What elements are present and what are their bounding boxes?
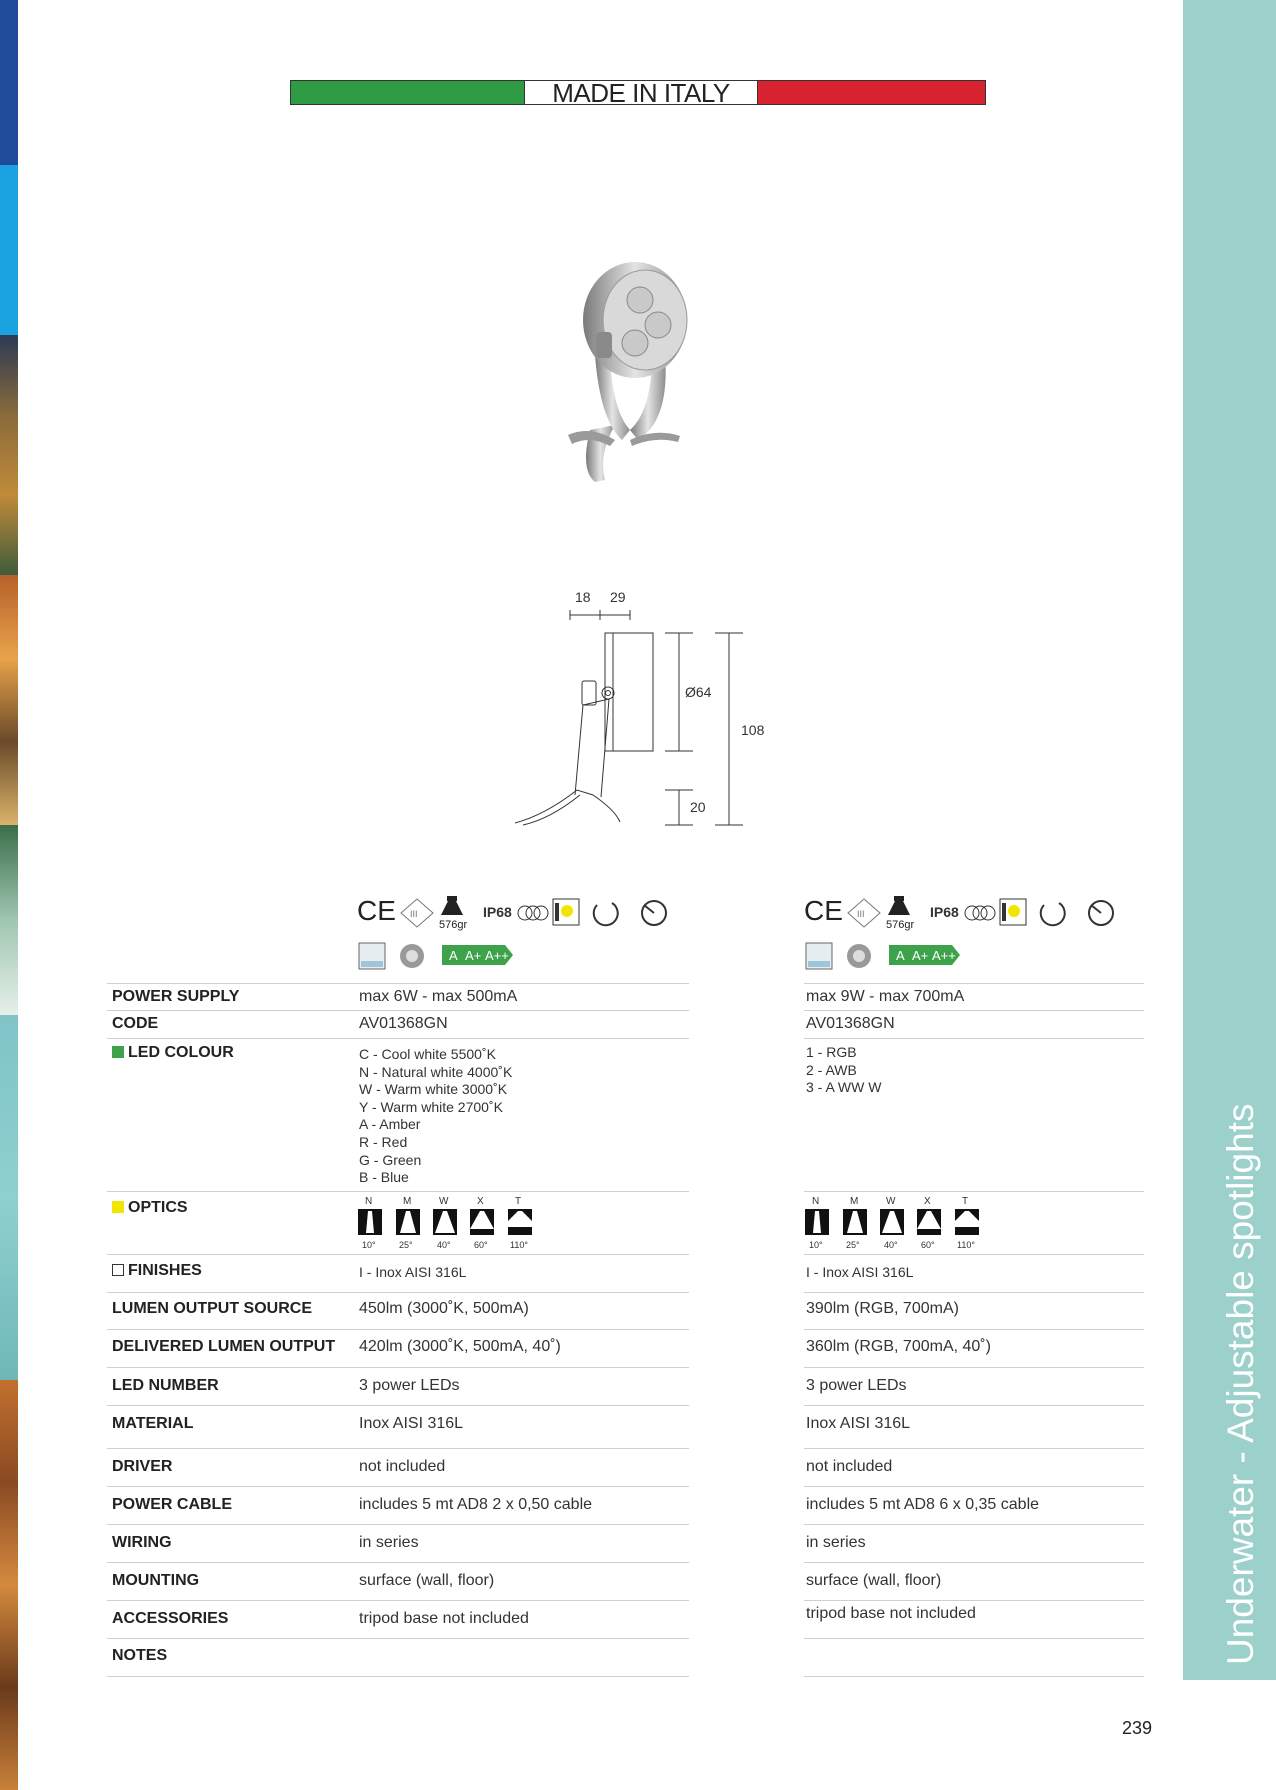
flag-green xyxy=(291,81,524,104)
material-value-2: Inox AISI 316L xyxy=(806,1415,911,1432)
svg-text:A: A xyxy=(896,948,905,963)
svg-text:10°: 10° xyxy=(362,1240,376,1250)
ce-mark-icon: CE xyxy=(804,895,843,926)
yellow-square-icon xyxy=(112,1201,124,1213)
svg-text:40°: 40° xyxy=(884,1240,898,1250)
ip-rating-label: IP68 xyxy=(930,904,959,920)
code-value-2: AV01368GN xyxy=(806,1015,895,1032)
wiring-label: WIRING xyxy=(112,1534,172,1551)
finishes-label: FINISHES xyxy=(112,1262,202,1280)
svg-text:M: M xyxy=(850,1196,859,1207)
notes-label: NOTES xyxy=(112,1647,168,1664)
svg-text:X: X xyxy=(924,1196,931,1207)
power-cable-value-2: includes 5 mt AD8 6 x 0,35 cable xyxy=(806,1496,1040,1513)
dim-diameter-label: Ø64 xyxy=(685,684,712,700)
accessories-value-2: tripod base not included xyxy=(806,1605,976,1622)
svg-text:A: A xyxy=(449,948,458,963)
svg-text:60°: 60° xyxy=(474,1240,488,1250)
led-colour-list-1: C - Cool white 5500˚K N - Natural white 4000˚K W - Warm white 3000˚K Y - Warm white 2700˚K A - Amber R - Red G - Green B - Blue xyxy=(359,1046,513,1186)
beam-medium-icon xyxy=(843,1196,867,1250)
delivered-lumen-value-1: 420lm (3000˚K, 500mA, 40˚) xyxy=(359,1338,561,1355)
svg-text:W: W xyxy=(439,1196,449,1207)
lamp-icon xyxy=(1000,899,1026,925)
svg-text:25°: 25° xyxy=(846,1240,860,1250)
left-photo-strip xyxy=(0,0,18,1790)
rotation-icon xyxy=(1041,903,1065,925)
flush-mount-icon xyxy=(359,943,385,969)
tilt-icon xyxy=(1089,901,1113,925)
weight-label: 576gr xyxy=(886,919,915,931)
led-number-value-2: 3 power LEDs xyxy=(806,1377,907,1394)
svg-text:60°: 60° xyxy=(921,1240,935,1250)
led-bulb-icon xyxy=(400,944,424,968)
svg-text:A++: A++ xyxy=(485,948,509,963)
ce-mark-icon: CE xyxy=(357,895,396,926)
green-square-icon xyxy=(112,1046,124,1058)
svg-text:110°: 110° xyxy=(957,1240,975,1250)
weight-label: 576gr xyxy=(439,919,468,931)
submersible-icon xyxy=(965,906,995,920)
svg-text:N: N xyxy=(365,1196,373,1207)
driver-value-2: not included xyxy=(806,1458,893,1475)
driver-label: DRIVER xyxy=(112,1458,173,1475)
cert-icons-col1 xyxy=(357,893,687,983)
material-value-1: Inox AISI 316L xyxy=(359,1415,464,1432)
svg-text:W: W xyxy=(886,1196,896,1207)
finishes-value-1: I - Inox AISI 316L xyxy=(359,1264,467,1280)
dim-a-label: 18 xyxy=(575,589,591,605)
svg-text:A+: A+ xyxy=(465,948,482,963)
side-tab-title: Underwater - Adjustable spotlights xyxy=(1220,1103,1261,1665)
mounting-value-1: surface (wall, floor) xyxy=(359,1572,495,1589)
mounting-label: MOUNTING xyxy=(112,1572,200,1589)
wiring-value-1: in series xyxy=(359,1534,419,1551)
energy-class-icon xyxy=(889,945,960,965)
wiring-value-2: in series xyxy=(806,1534,866,1551)
svg-text:A+: A+ xyxy=(912,948,929,963)
svg-text:A++: A++ xyxy=(932,948,956,963)
optics-beams-col2 xyxy=(804,1195,994,1251)
svg-text:10°: 10° xyxy=(809,1240,823,1250)
beam-medium-icon xyxy=(396,1196,420,1250)
weight-icon xyxy=(441,896,463,915)
ip-rating-label: IP68 xyxy=(483,904,512,920)
driver-value-1: not included xyxy=(359,1458,446,1475)
svg-text:40°: 40° xyxy=(437,1240,451,1250)
svg-text:T: T xyxy=(962,1196,969,1207)
beam-extra-wide-icon xyxy=(470,1196,494,1250)
svg-text:X: X xyxy=(477,1196,484,1207)
code-label: CODE xyxy=(112,1015,159,1032)
technical-drawing xyxy=(505,575,775,835)
product-photo xyxy=(560,250,700,490)
led-colour-label: LED COLOUR xyxy=(112,1044,234,1062)
cert-icons-col2 xyxy=(804,893,1134,983)
power-supply-value-1: max 6W - max 500mA xyxy=(359,988,518,1005)
dim-base-label: 20 xyxy=(690,799,706,815)
lamp-icon xyxy=(553,899,579,925)
class-iii-icon xyxy=(401,899,433,927)
delivered-lumen-value-2: 360lm (RGB, 700mA, 40˚) xyxy=(806,1338,991,1355)
lumen-source-label: LUMEN OUTPUT SOURCE xyxy=(112,1300,312,1317)
svg-text:III: III xyxy=(857,909,865,919)
beam-narrow-icon xyxy=(358,1196,382,1250)
flag-red xyxy=(758,81,985,104)
delivered-lumen-label: DELIVERED LUMEN OUTPUT xyxy=(112,1338,336,1355)
led-bulb-icon xyxy=(847,944,871,968)
finishes-value-2: I - Inox AISI 316L xyxy=(806,1264,914,1280)
lumen-source-value-1: 450lm (3000˚K, 500mA) xyxy=(359,1300,529,1317)
svg-text:M: M xyxy=(403,1196,412,1207)
power-cable-value-1: includes 5 mt AD8 2 x 0,50 cable xyxy=(359,1496,593,1513)
mounting-value-2: surface (wall, floor) xyxy=(806,1572,942,1589)
rotation-icon xyxy=(594,903,618,925)
power-supply-label: POWER SUPPLY xyxy=(112,988,240,1005)
lumen-source-value-2: 390lm (RGB, 700mA) xyxy=(806,1300,959,1317)
power-cable-label: POWER CABLE xyxy=(112,1496,232,1513)
beam-extra-wide-icon xyxy=(917,1196,941,1250)
svg-text:III: III xyxy=(410,909,418,919)
dim-b-label: 29 xyxy=(610,589,626,605)
svg-text:110°: 110° xyxy=(510,1240,528,1250)
beam-wide-icon xyxy=(880,1196,904,1250)
svg-text:25°: 25° xyxy=(399,1240,413,1250)
optics-beams-col1 xyxy=(357,1195,547,1251)
optics-label: OPTICS xyxy=(112,1199,188,1217)
material-label: MATERIAL xyxy=(112,1415,194,1432)
energy-class-icon xyxy=(442,945,513,965)
dim-height-label: 108 xyxy=(741,722,765,738)
weight-icon xyxy=(888,896,910,915)
accessories-value-1: tripod base not included xyxy=(359,1610,529,1627)
page-number: 239 xyxy=(1122,1718,1153,1738)
beam-wide-flood-icon xyxy=(508,1196,532,1250)
code-value-1: AV01368GN xyxy=(359,1015,448,1032)
class-iii-icon xyxy=(848,899,880,927)
made-in-italy-banner xyxy=(290,78,986,108)
svg-text:N: N xyxy=(812,1196,820,1207)
power-supply-value-2: max 9W - max 700mA xyxy=(806,988,965,1005)
accessories-label: ACCESSORIES xyxy=(112,1610,229,1627)
led-colour-list-2: 1 - RGB 2 - AWB 3 - A WW W xyxy=(806,1044,882,1096)
flush-mount-icon xyxy=(806,943,832,969)
beam-wide-icon xyxy=(433,1196,457,1250)
submersible-icon xyxy=(518,906,548,920)
svg-text:T: T xyxy=(515,1196,522,1207)
beam-wide-flood-icon xyxy=(955,1196,979,1250)
led-number-label: LED NUMBER xyxy=(112,1377,219,1394)
beam-narrow-icon xyxy=(805,1196,829,1250)
led-number-value-1: 3 power LEDs xyxy=(359,1377,460,1394)
tilt-icon xyxy=(642,901,666,925)
made-in-italy-text: MADE IN ITALY xyxy=(524,81,758,104)
white-square-icon xyxy=(112,1264,124,1276)
